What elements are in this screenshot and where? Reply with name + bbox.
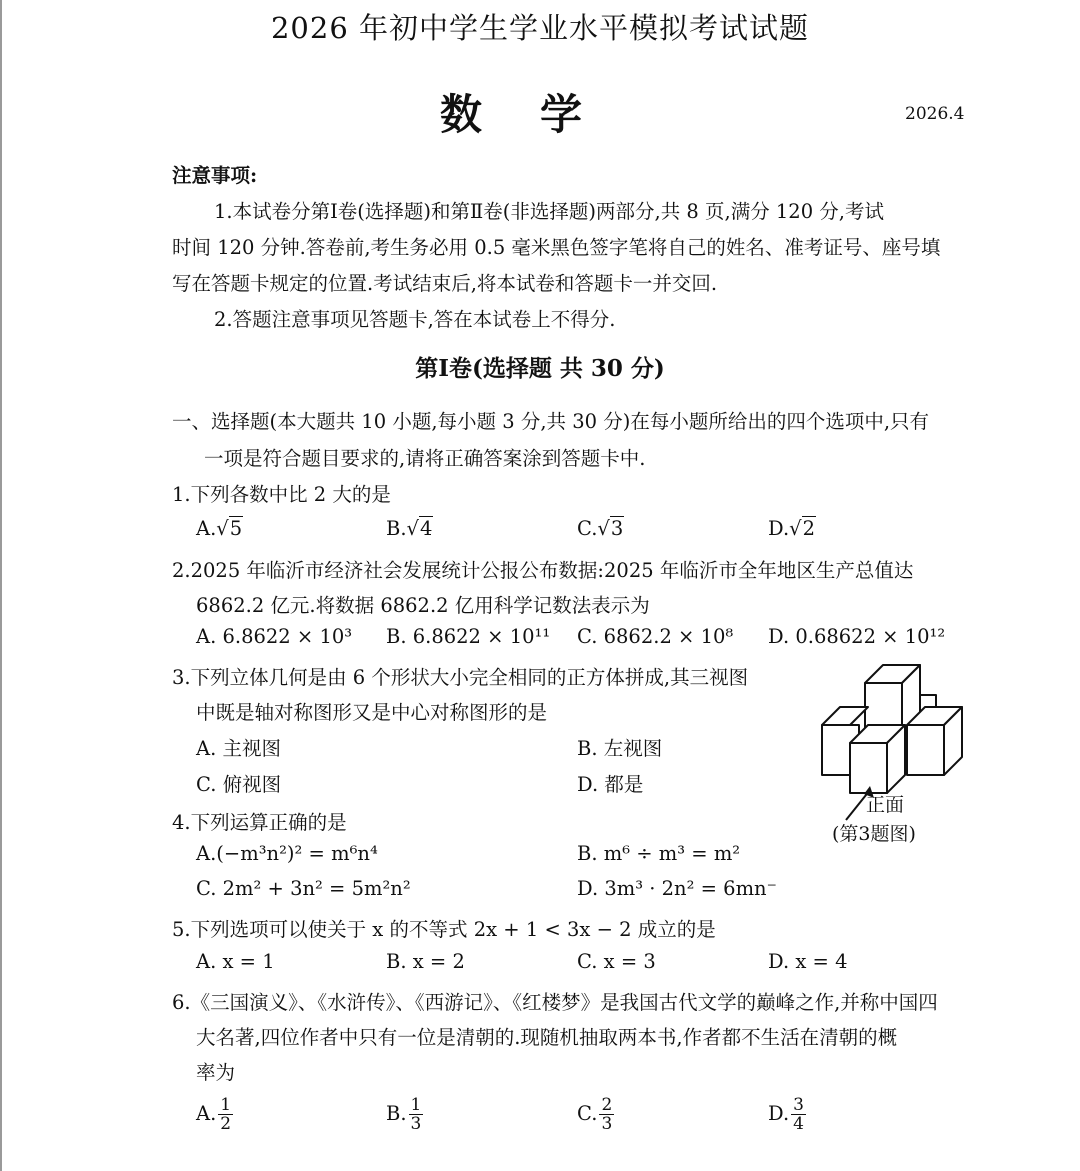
question-1-option-c: [577, 517, 624, 540]
question-1-option-d: [768, 517, 816, 540]
question-3-option-a: A. 主视图: [196, 737, 281, 760]
question-3-cube-figure: [800, 655, 990, 805]
denominator: 3: [410, 1114, 422, 1134]
exam-title: 2026 年初中学生学业水平模拟考试试题: [270, 11, 810, 45]
section-instruction-line-1: 一、选择题(本大题共 10 小题,每小题 3 分,共 30 分)在每小题所给出的四个选项中,只有: [172, 410, 930, 433]
numerator: 1: [410, 1095, 422, 1115]
option-b-radicand: 4: [419, 517, 433, 540]
option-c-fraction: [599, 1096, 614, 1133]
question-4-option-b: B. m⁶ ÷ m³ = m²: [577, 842, 741, 865]
question-5-option-c: C. x = 3: [577, 950, 656, 973]
question-5-stem: 5.下列选项可以使关于 x 的不等式 2x + 1 < 3x − 2 成立的是: [172, 918, 716, 941]
question-2-option-d: D. 0.68622 × 10¹²: [768, 625, 946, 648]
notice-item-2: 2.答题注意事项见答题卡,答在本试卷上不得分.: [214, 308, 616, 331]
question-1-option-b: [386, 517, 433, 540]
notice-item-1-line-3: 写在答题卡规定的位置.考试结束后,将本试卷和答题卡一并交回.: [172, 272, 718, 295]
numerator: 1: [220, 1095, 232, 1115]
question-6-stem-line-2: 大名著,四位作者中只有一位是清朝的.现随机抽取两本书,作者都不生活在清朝的概: [196, 1026, 898, 1049]
question-1-option-a: [196, 517, 243, 540]
numerator: 3: [793, 1095, 804, 1115]
question-5-option-d: D. x = 4: [768, 950, 848, 973]
question-4-stem: 4.下列运算正确的是: [172, 811, 347, 834]
option-c-radicand: 3: [610, 517, 624, 540]
right-cube-front-face: [907, 725, 944, 775]
question-6-option-b: [386, 1096, 423, 1133]
question-3-stem-line-1: 3.下列立体几何是由 6 个形状大小完全相同的正方体拼成,其三视图: [172, 666, 749, 689]
option-a-fraction: [218, 1096, 233, 1133]
option-b-label: B.: [386, 1102, 407, 1125]
question-3-stem-line-2: 中既是轴对称图形又是中心对称图形的是: [196, 701, 548, 724]
option-a-label: A.: [196, 1102, 217, 1125]
page-left-edge: [0, 0, 2, 1171]
numerator: 2: [601, 1095, 613, 1115]
question-5-option-a: A. x = 1: [196, 950, 275, 973]
option-c-label: C.√: [577, 517, 610, 540]
question-2-option-c: C. 6862.2 × 10⁸: [577, 625, 734, 648]
question-4-option-a: A.(−m³n²)² = m⁶n⁴: [196, 842, 378, 865]
option-a-label: A.√: [196, 517, 229, 540]
question-3-option-b: B. 左视图: [577, 737, 663, 760]
option-d-fraction: [791, 1096, 806, 1133]
option-b-label: B.√: [386, 517, 419, 540]
question-3-option-c: C. 俯视图: [196, 773, 282, 796]
notice-item-1-line-2: 时间 120 分钟.答卷前,考生务必用 0.5 毫米黑色签字笔将自己的姓名、准考证号、座号填: [172, 236, 941, 259]
subject-title: 数学: [439, 90, 640, 139]
question-6-stem-line-3: 率为: [196, 1061, 236, 1084]
option-d-label: D.√: [768, 517, 802, 540]
question-2-option-a: A. 6.8622 × 10³: [196, 625, 353, 648]
question-6-stem-line-1: 6.《三国演义》、《水浒传》、《西游记》、《红楼梦》是我国古代文学的巅峰之作,并称中国四: [172, 991, 938, 1014]
question-2-option-b: B. 6.8622 × 10¹¹: [386, 625, 551, 648]
exam-date: 2026.4: [905, 104, 965, 124]
question-6-option-c: [577, 1096, 614, 1133]
question-4-option-d: D. 3m³ · 2n² = 6mn⁻: [577, 877, 777, 900]
part-1-title: 第Ⅰ卷(选择题 共 30 分): [415, 355, 665, 382]
option-b-fraction: [409, 1096, 424, 1133]
notice-item-1-line-1: 1.本试卷分第Ⅰ卷(选择题)和第Ⅱ卷(非选择题)两部分,共 8 页,满分 120 分,考试: [214, 200, 885, 223]
question-2-stem-line-2: 6862.2 亿元.将数据 6862.2 亿用科学记数法表示为: [196, 594, 650, 617]
figure-front-label: 正面: [866, 794, 905, 816]
option-d-radicand: 2: [802, 517, 815, 540]
question-6-option-a: [196, 1096, 233, 1133]
question-4-option-c: C. 2m² + 3n² = 5m²n²: [196, 877, 411, 900]
denominator: 3: [601, 1114, 613, 1134]
question-3-option-d: D. 都是: [577, 773, 644, 796]
question-2-stem-line-1: 2.2025 年临沂市经济社会发展统计公报公布数据:2025 年临沂市全年地区生产总值达: [172, 559, 914, 582]
question-1-stem: 1.下列各数中比 2 大的是: [172, 483, 391, 506]
option-a-radicand: 5: [229, 517, 243, 540]
question-6-option-d: [768, 1096, 806, 1133]
denominator: 2: [220, 1114, 232, 1134]
option-d-label: D.: [768, 1102, 790, 1125]
denominator: 4: [793, 1114, 804, 1134]
notice-heading: 注意事项:: [172, 164, 258, 187]
question-5-option-b: B. x = 2: [386, 950, 465, 973]
section-instruction-line-2: 一项是符合题目要求的,请将正确答案涂到答题卡中.: [204, 447, 646, 470]
figure-caption: (第3题图): [832, 823, 916, 845]
option-c-label: C.: [577, 1102, 598, 1125]
